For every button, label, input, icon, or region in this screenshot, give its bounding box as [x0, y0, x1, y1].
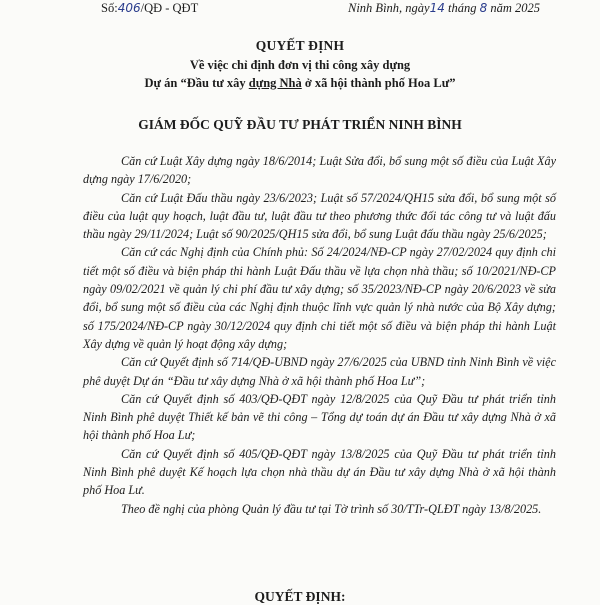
project-name — [0, 76, 600, 91]
month-handwritten: 8 — [479, 1, 488, 15]
project-name-prefix: Dự án “Đầu tư xây — [144, 76, 249, 90]
project-name-underlined: dựng Nhà — [248, 76, 302, 90]
legal-basis-paragraph: Căn cứ các Nghị định của Chính phủ: Số 24/2024/NĐ-CP ngày 27/02/2024 quy định chi tiết một số điều và biện pháp thi hành Luật Đấu thầu về lựa chọn nhà thầu; số 10/2021/NĐ-CP ngày 09/02/2021 về quản lý chi phí đầu tư xây dựng; số 35/2023/NĐ-CP ngày 20/6/2023 về sửa đổi, bổ sung một số điều của các Nghị định thuộc lĩnh vực quản lý nhà nước của Bộ Xây dựng; số 175/2024/NĐ-CP ngày 30/12/2024 quy định chi tiết một số điều và biện pháp thi hành Luật Xây dựng về quản lý hoạt động xây dựng; — [83, 245, 556, 351]
month-label: tháng — [448, 1, 477, 15]
decision-title: QUYẾT ĐỊNH — [255, 38, 345, 53]
final-decision-heading: QUYẾT ĐỊNH: — [254, 589, 346, 604]
document-number-handwritten: 406 — [117, 1, 141, 15]
decision-subject: Về việc chỉ định đơn vị thi công xây dựng — [189, 58, 411, 72]
place-date-start: Ninh Bình, ngày — [348, 1, 430, 15]
legal-basis-paragraph: Căn cứ Luật Xây dựng ngày 18/6/2014; Luật Sửa đổi, bổ sung một số điều của Luật Xây dựng ngày 17/6/2020; — [83, 154, 556, 187]
legal-basis-paragraph: Căn cứ Quyết định số 405/QĐ-QĐT ngày 13/8/2025 của Quỹ Đầu tư phát triển tỉnh Ninh Bình phê duyệt Kế hoạch lựa chọn nhà thầu dự án Đầu tư xây dựng Nhà ở xã hội thành phố Hoa Lư. — [83, 446, 556, 498]
place-and-date — [348, 1, 540, 16]
issuer-title: GIÁM ĐỐC QUỸ ĐẦU TƯ PHÁT TRIỂN NINH BÌNH — [138, 117, 462, 132]
legal-basis-body — [83, 152, 556, 518]
legal-basis-paragraph: Căn cứ Quyết định số 714/QĐ-UBND ngày 27/6/2025 của UBND tỉnh Ninh Bình về việc phê duyệt Dự án “Đầu tư xây dựng Nhà ở xã hội thành phố Hoa Lư”; — [83, 355, 556, 388]
day-handwritten: 14 — [429, 1, 445, 15]
document-number-prefix: Số: — [101, 1, 118, 15]
year-label: năm 2025 — [490, 1, 541, 15]
document-number-suffix: /QĐ - QĐT — [140, 1, 199, 15]
project-name-suffix: ở xã hội thành phố Hoa Lư” — [301, 76, 456, 90]
proposal-paragraph: Theo đề nghị của phòng Quản lý đầu tư tại Tờ trình số 30/TTr-QLĐT ngày 13/8/2025. — [121, 501, 542, 516]
legal-basis-paragraph: Căn cứ Luật Đấu thầu ngày 23/6/2023; Luật số 57/2024/QH15 sửa đổi, bổ sung một số điều của luật quy hoạch, luật đầu tư, luật đầu tư theo phương thức đối tác công tư và luật đấu thầu ngày 29/11/2024; Luật số 90/2025/QH15 sửa đổi, bổ sung Luật đấu thầu ngày 25/6/2025; — [83, 190, 556, 242]
legal-basis-paragraph: Căn cứ Quyết định số 403/QĐ-QĐT ngày 12/8/2025 của Quỹ Đầu tư phát triển tỉnh Ninh Bình phê duyệt Thiết kế bản vẽ thi công – Tổng dự toán dự án Đầu tư xây dựng Nhà ở xã hội thành phố Hoa Lư; — [83, 391, 556, 443]
document-number — [101, 1, 198, 16]
